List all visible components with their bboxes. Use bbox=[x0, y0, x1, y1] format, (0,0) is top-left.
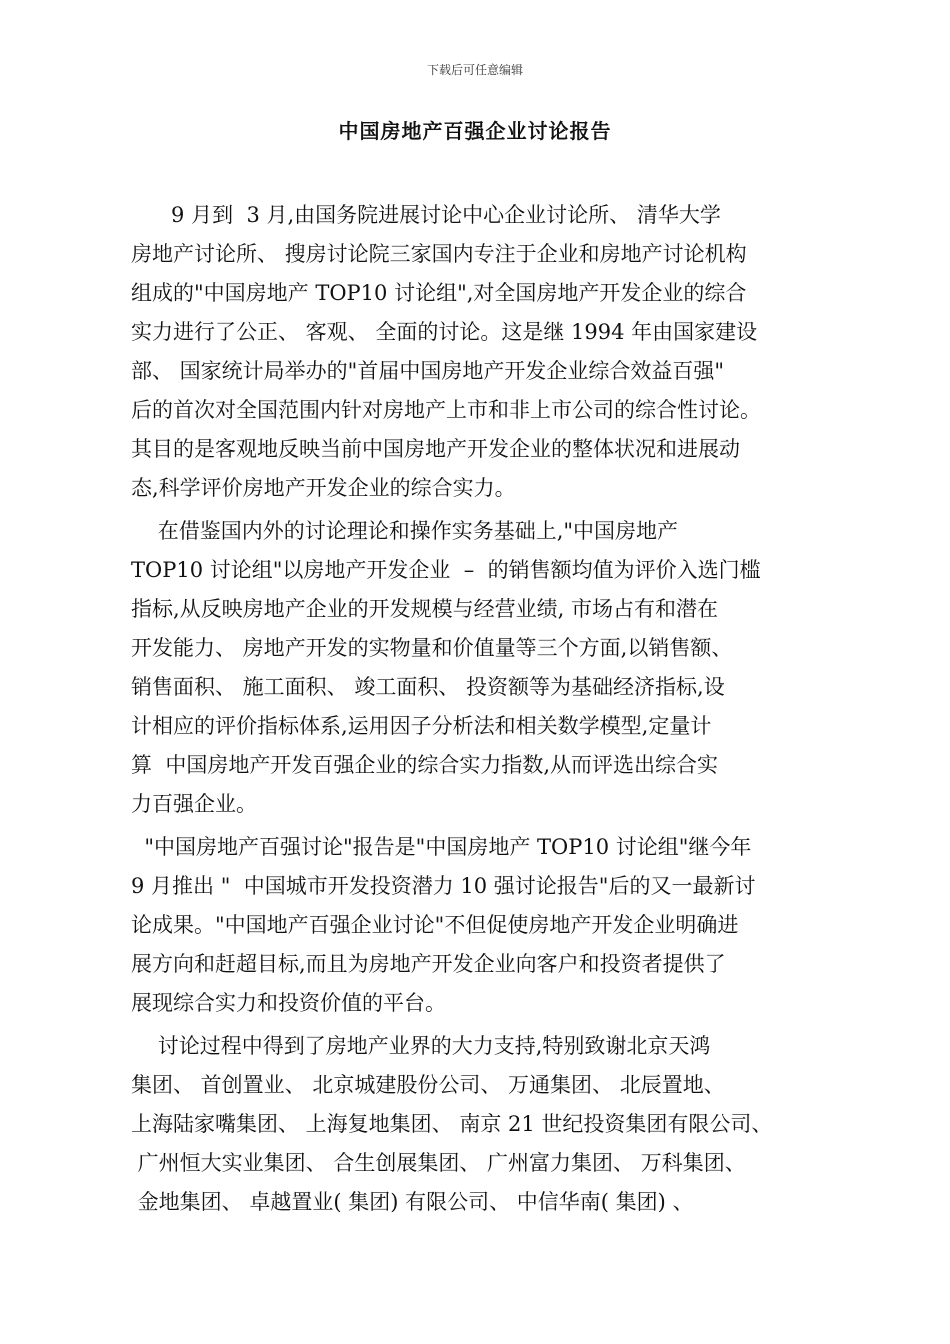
text-line: 金地集团、 卓越置业( 集团) 有限公司、 中信华南( 集团) 、 bbox=[131, 1190, 694, 1214]
text-line: 指标,从反映房地产企业的开发规模与经营业绩, 市场占有和潜在 bbox=[131, 597, 719, 621]
text-line: 销售面积、 施工面积、 竣工面积、 投资额等为基础经济指标,设 bbox=[131, 675, 725, 699]
text-line: 房地产讨论所、 搜房讨论院三家国内专注于企业和房地产讨论机构 bbox=[131, 242, 747, 266]
text-line: 力百强企业。 bbox=[131, 792, 257, 816]
text-line: 9 月到 3 月,由国务院进展讨论中心企业讨论所、 清华大学 bbox=[131, 203, 721, 227]
text-line: 9 月推出 " 中国城市开发投资潜力 10 强讨论报告"后的又一最新讨 bbox=[131, 874, 756, 898]
paragraph-1 bbox=[131, 196, 819, 508]
document-title: 中国房地产百强企业讨论报告 bbox=[338, 119, 612, 143]
text-line: 后的首次对全国范围内针对房地产上市和非上市公司的综合性讨论。 bbox=[131, 398, 761, 422]
text-line: 论成果。"中国地产百强企业讨论"不但促使房地产开发企业明确进 bbox=[131, 913, 739, 937]
paragraph-2 bbox=[131, 512, 819, 824]
text-line: 组成的"中国房地产 TOP10 讨论组",对全国房地产开发企业的综合 bbox=[131, 281, 747, 305]
text-line: 广州恒大实业集团、 合生创展集团、 广州富力集团、 万科集团、 bbox=[131, 1151, 746, 1175]
text-line: 集团、 首创置业、 北京城建股份公司、 万通集团、 北辰置地、 bbox=[131, 1073, 725, 1097]
text-line: TOP10 讨论组"以房地产开发企业 – 的销售额均值为评价入选门槛 bbox=[131, 558, 761, 582]
document-body bbox=[131, 196, 819, 1222]
text-line: 其目的是客观地反映当前中国房地产开发企业的整体状况和进展动 bbox=[131, 437, 740, 461]
header-note: 下载后可任意编辑 bbox=[426, 63, 523, 77]
text-line: 讨论过程中得到了房地产业界的大力支持,特别致谢北京天鸿 bbox=[131, 1034, 711, 1058]
text-line: 计相应的评价指标体系,运用因子分析法和相关数学模型,定量计 bbox=[131, 714, 712, 738]
paragraph-3 bbox=[131, 828, 819, 1023]
text-line: 实力进行了公正、 客观、 全面的讨论。这是继 1994 年由国家建设 bbox=[131, 320, 758, 344]
text-line: 展现综合实力和投资价值的平台。 bbox=[131, 991, 446, 1015]
text-line: 在借鉴国内外的讨论理论和操作实务基础上,"中国房地产 bbox=[131, 519, 679, 543]
text-line: 展方向和赶超目标,而且为房地产开发企业向客户和投资者提供了 bbox=[131, 952, 726, 976]
paragraph-4 bbox=[131, 1027, 819, 1222]
text-line: 上海陆家嘴集团、 上海复地集团、 南京 21 世纪投资集团有限公司、 bbox=[131, 1112, 773, 1136]
text-line: 算 中国房地产开发百强企业的综合实力指数,从而评选出综合实 bbox=[131, 753, 719, 777]
text-line: 部、 国家统计局举办的"首届中国房地产开发企业综合效益百强" bbox=[131, 359, 724, 383]
text-line: 态,科学评价房地产开发企业的综合实力。 bbox=[131, 476, 516, 500]
text-line: 开发能力、 房地产开发的实物量和价值量等三个方面,以销售额、 bbox=[131, 636, 733, 660]
text-line: "中国房地产百强讨论"报告是"中国房地产 TOP10 讨论组"继今年 bbox=[131, 835, 752, 859]
